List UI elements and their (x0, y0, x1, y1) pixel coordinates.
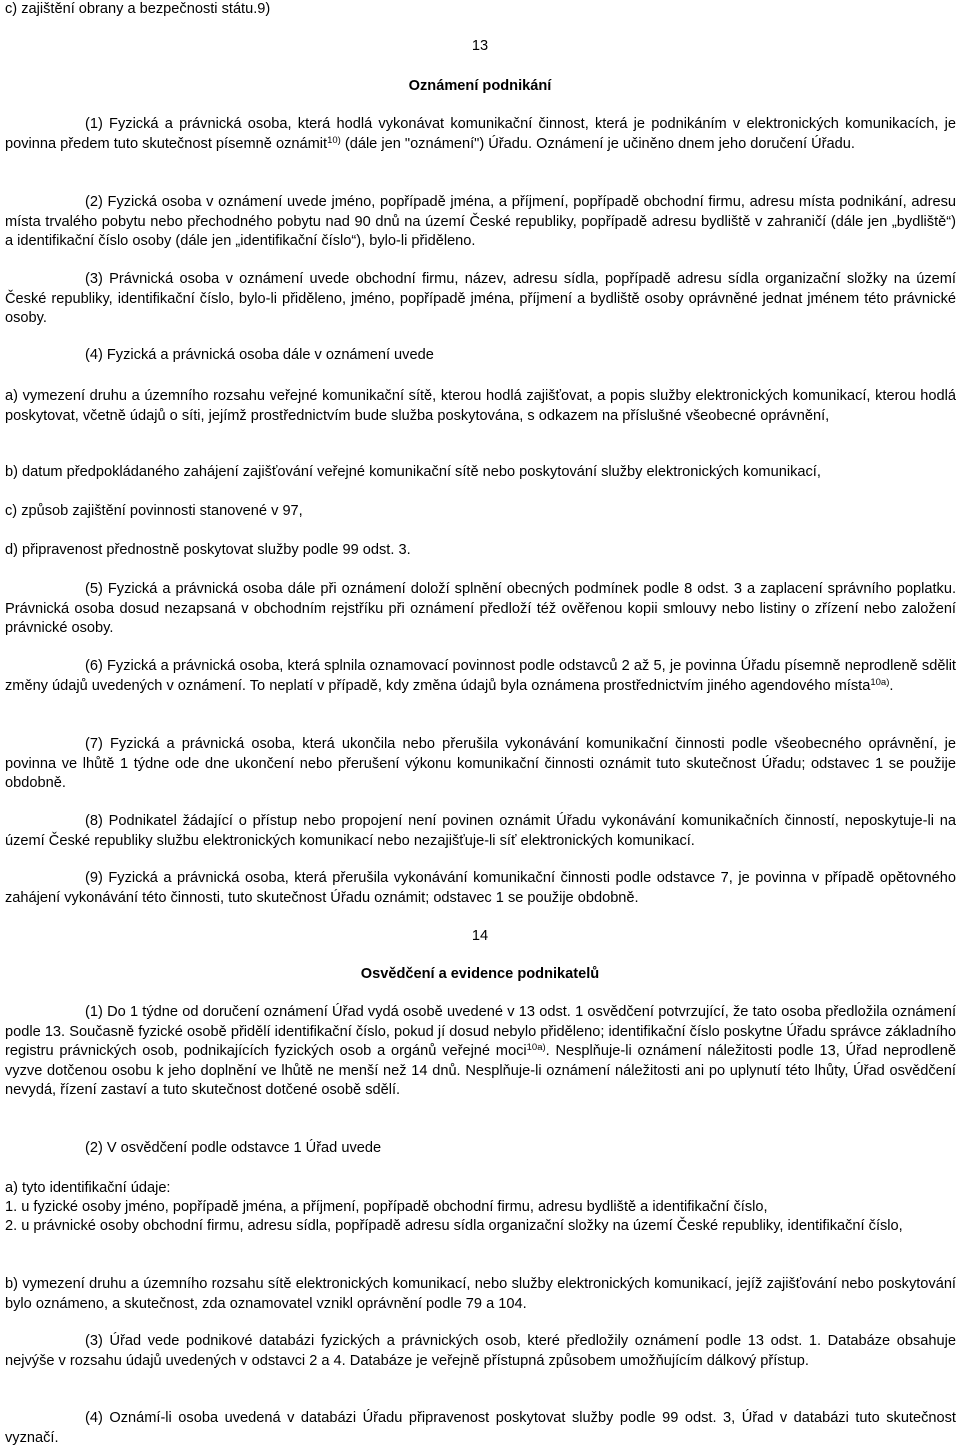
sec13-paragraph-6: (6) Fyzická a právnická osoba, která splnila oznamovací povinnost podle odstavců 2 až 5, je povinna Úřadu písemně neprodleně sdělit změny údajů uvedených v oznámení. To neplatí v případě, kdy změna údajů byla oznámena prostřednictvím jiného agendového místa$^{10a)}$. (5, 658, 956, 694)
sec14-item-a: a) tyto identifikační údaje: (5, 1180, 171, 1196)
sec13-item-a: a) vymezení druhu a územního rozsahu veřejné komunikační sítě, kterou hodlá zajišťovat, a popis služby elektronických komunikací, kterou hodlá poskytovat, včetně údajů o síti, jejímž prostřednictvím bude služba poskytována, s odkazem na příslušné všeobecné oprávnění, (5, 388, 956, 424)
sec13-paragraph-9: (9) Fyzická a právnická osoba, která přerušila vykonávání komunikační činnosti podle odstavce 7, je povinna v případě opětovného zahájení vykonávání této činnosti, tuto skutečnost Úřadu oznámit; odstavec 1 se použije obdobně. (5, 870, 956, 906)
sec14-paragraph-3: (3) Úřad vede podnikové databázi fyzických a právnických osob, které předložily oznámení podle 13 odst. 1. Databáze obsahuje nejvýše v rozsahu údajů uvedených v odstavci 2 a 4. Databáze je veřejně přístupná způsobem umožňujícím dálkový přístup. (5, 1333, 956, 1369)
sec14-paragraph-2: (2) V osvědčení podle odstavce 1 Úřad uvede (85, 1140, 382, 1156)
sec13-paragraph-4: (4) Fyzická a právnická osoba dále v oznámení uvede (85, 347, 434, 363)
sec14-paragraph-1: (1) Do 1 týdne od doručení oznámení Úřad vydá osobě uvedené v 13 odst. 1 osvědčení potvrzující, že tato osoba předložila oznámení podle 13. Současně fyzické osobě přidělí identifikační číslo, pokud jí dosud nebylo přiděleno; identifikační číslo poskytne Úřadu správce základního registru právnických osob, podnikajících fyzických osob a orgánů veřejné moci$^{10a)}$. Nesplňuje-li oznámení náležitosti podle 13, Úřad neprodleně vyzve dotčenou osobu k jeho doplnění ve lhůtě ne menší než 14 dnů. Nesplňuje-li oznámení náležitosti ani po uplynutí této lhůty, Úřad osvědčení nevydá, řízení zastaví a tuto skutečnost dotčené osobě sdělí. (5, 1004, 956, 1098)
sec13-paragraph-5: (5) Fyzická a právnická osoba dále při oznámení doloží splnění obecných podmínek podle 8 odst. 3 a zaplacení správního poplatku. Právnická osoba dosud nezapsaná v obchodním rejstříku při oznámení předloží též ověřenou kopii smlouvy nebo listiny o zřízení nebo založení právnické osoby. (5, 581, 956, 636)
sec14-item-b: b) vymezení druhu a územního rozsahu sítě elektronických komunikací, nebo služby elektronických komunikací, jejíž zajišťování nebo poskytování bylo oznámeno, a skutečnost, zda oznamovatel vznikl oprávnění podle 79 a 104. (5, 1276, 956, 1312)
section-14-number: 14 (471, 928, 489, 944)
sec13-paragraph-8: (8) Podnikatel žádající o přístup nebo propojení není povinen oznámit Úřadu vykonávání komunikačních činností, neposkytuje-li na území České republiky službu elektronických komunikací nebo nezajišťuje-li síť elektronických komunikací. (5, 813, 956, 849)
section-14-title: Osvědčení a evidence podnikatelů (360, 966, 600, 982)
sec13-item-d: d) připravenost přednostně poskytovat služby podle 99 odst. 3. (5, 542, 411, 558)
sec13-paragraph-7: (7) Fyzická a právnická osoba, která ukončila nebo přerušila vykonávání komunikační činnosti podle všeobecného oprávnění, je povinna ve lhůtě 1 týdne ode dne ukončení nebo přerušení výkonu komunikační činnosti oznámit tuto skutečnost Úřadu; odstavec 1 se použije obdobně. (5, 736, 956, 791)
top-line: c) zajištění obrany a bezpečnosti státu.9) (5, 1, 271, 17)
section-13-number: 13 (471, 38, 489, 54)
sec13-paragraph-1: (1) Fyzická a právnická osoba, která hodlá vykonávat komunikační činnost, která je podnikáním v elektronických komunikacích, je povinna předem tuto skutečnost písemně oznámit$^{10)}$ (dále jen "oznámení") Úřadu. Oznámení je učiněno dnem jeho doručení Úřadu. (5, 116, 956, 152)
sec13-item-b: b) datum předpokládaného zahájení zajišťování veřejné komunikační sítě nebo poskytování služby elektronických komunikací, (5, 464, 821, 480)
section-13-title: Oznámení podnikání (408, 78, 552, 94)
sec13-item-c: c) způsob zajištění povinnosti stanovené v 97, (5, 503, 303, 519)
sec13-paragraph-2: (2) Fyzická osoba v oznámení uvede jméno, popřípadě jména, a příjmení, popřípadě obchodní firmu, adresu místa podnikání, adresu místa trvalého pobytu nebo přechodného pobytu nad 90 dnů na území České republiky, popřípadě adresu bydliště v zahraničí (dále jen „bydliště“) a identifikační číslo osoby (dále jen „identifikační číslo“), bylo-li přiděleno. (5, 194, 956, 249)
sec14-item-a2: 2. u právnické osoby obchodní firmu, adresu sídla, popřípadě adresu sídla organizační složky na území České republiky, identifikační číslo, (5, 1218, 903, 1234)
sec14-paragraph-4: (4) Oznámí-li osoba uvedená v databázi Úřadu připravenost poskytovat služby podle 99 odst. 3, Úřad v databázi tuto skutečnost vyznačí. (5, 1410, 956, 1446)
sec13-paragraph-3: (3) Právnická osoba v oznámení uvede obchodní firmu, název, adresu sídla, popřípadě adresu sídla organizační složky na území České republiky, identifikační číslo, bylo-li přiděleno, jméno, popřípadě jména, příjmení a bydliště osoby oprávněné jednat jménem této právnické osoby. (5, 271, 956, 326)
sec14-item-a1: 1. u fyzické osoby jméno, popřípadě jména, a příjmení, popřípadě obchodní firmu, adresu bydliště a identifikační číslo, (5, 1199, 768, 1215)
